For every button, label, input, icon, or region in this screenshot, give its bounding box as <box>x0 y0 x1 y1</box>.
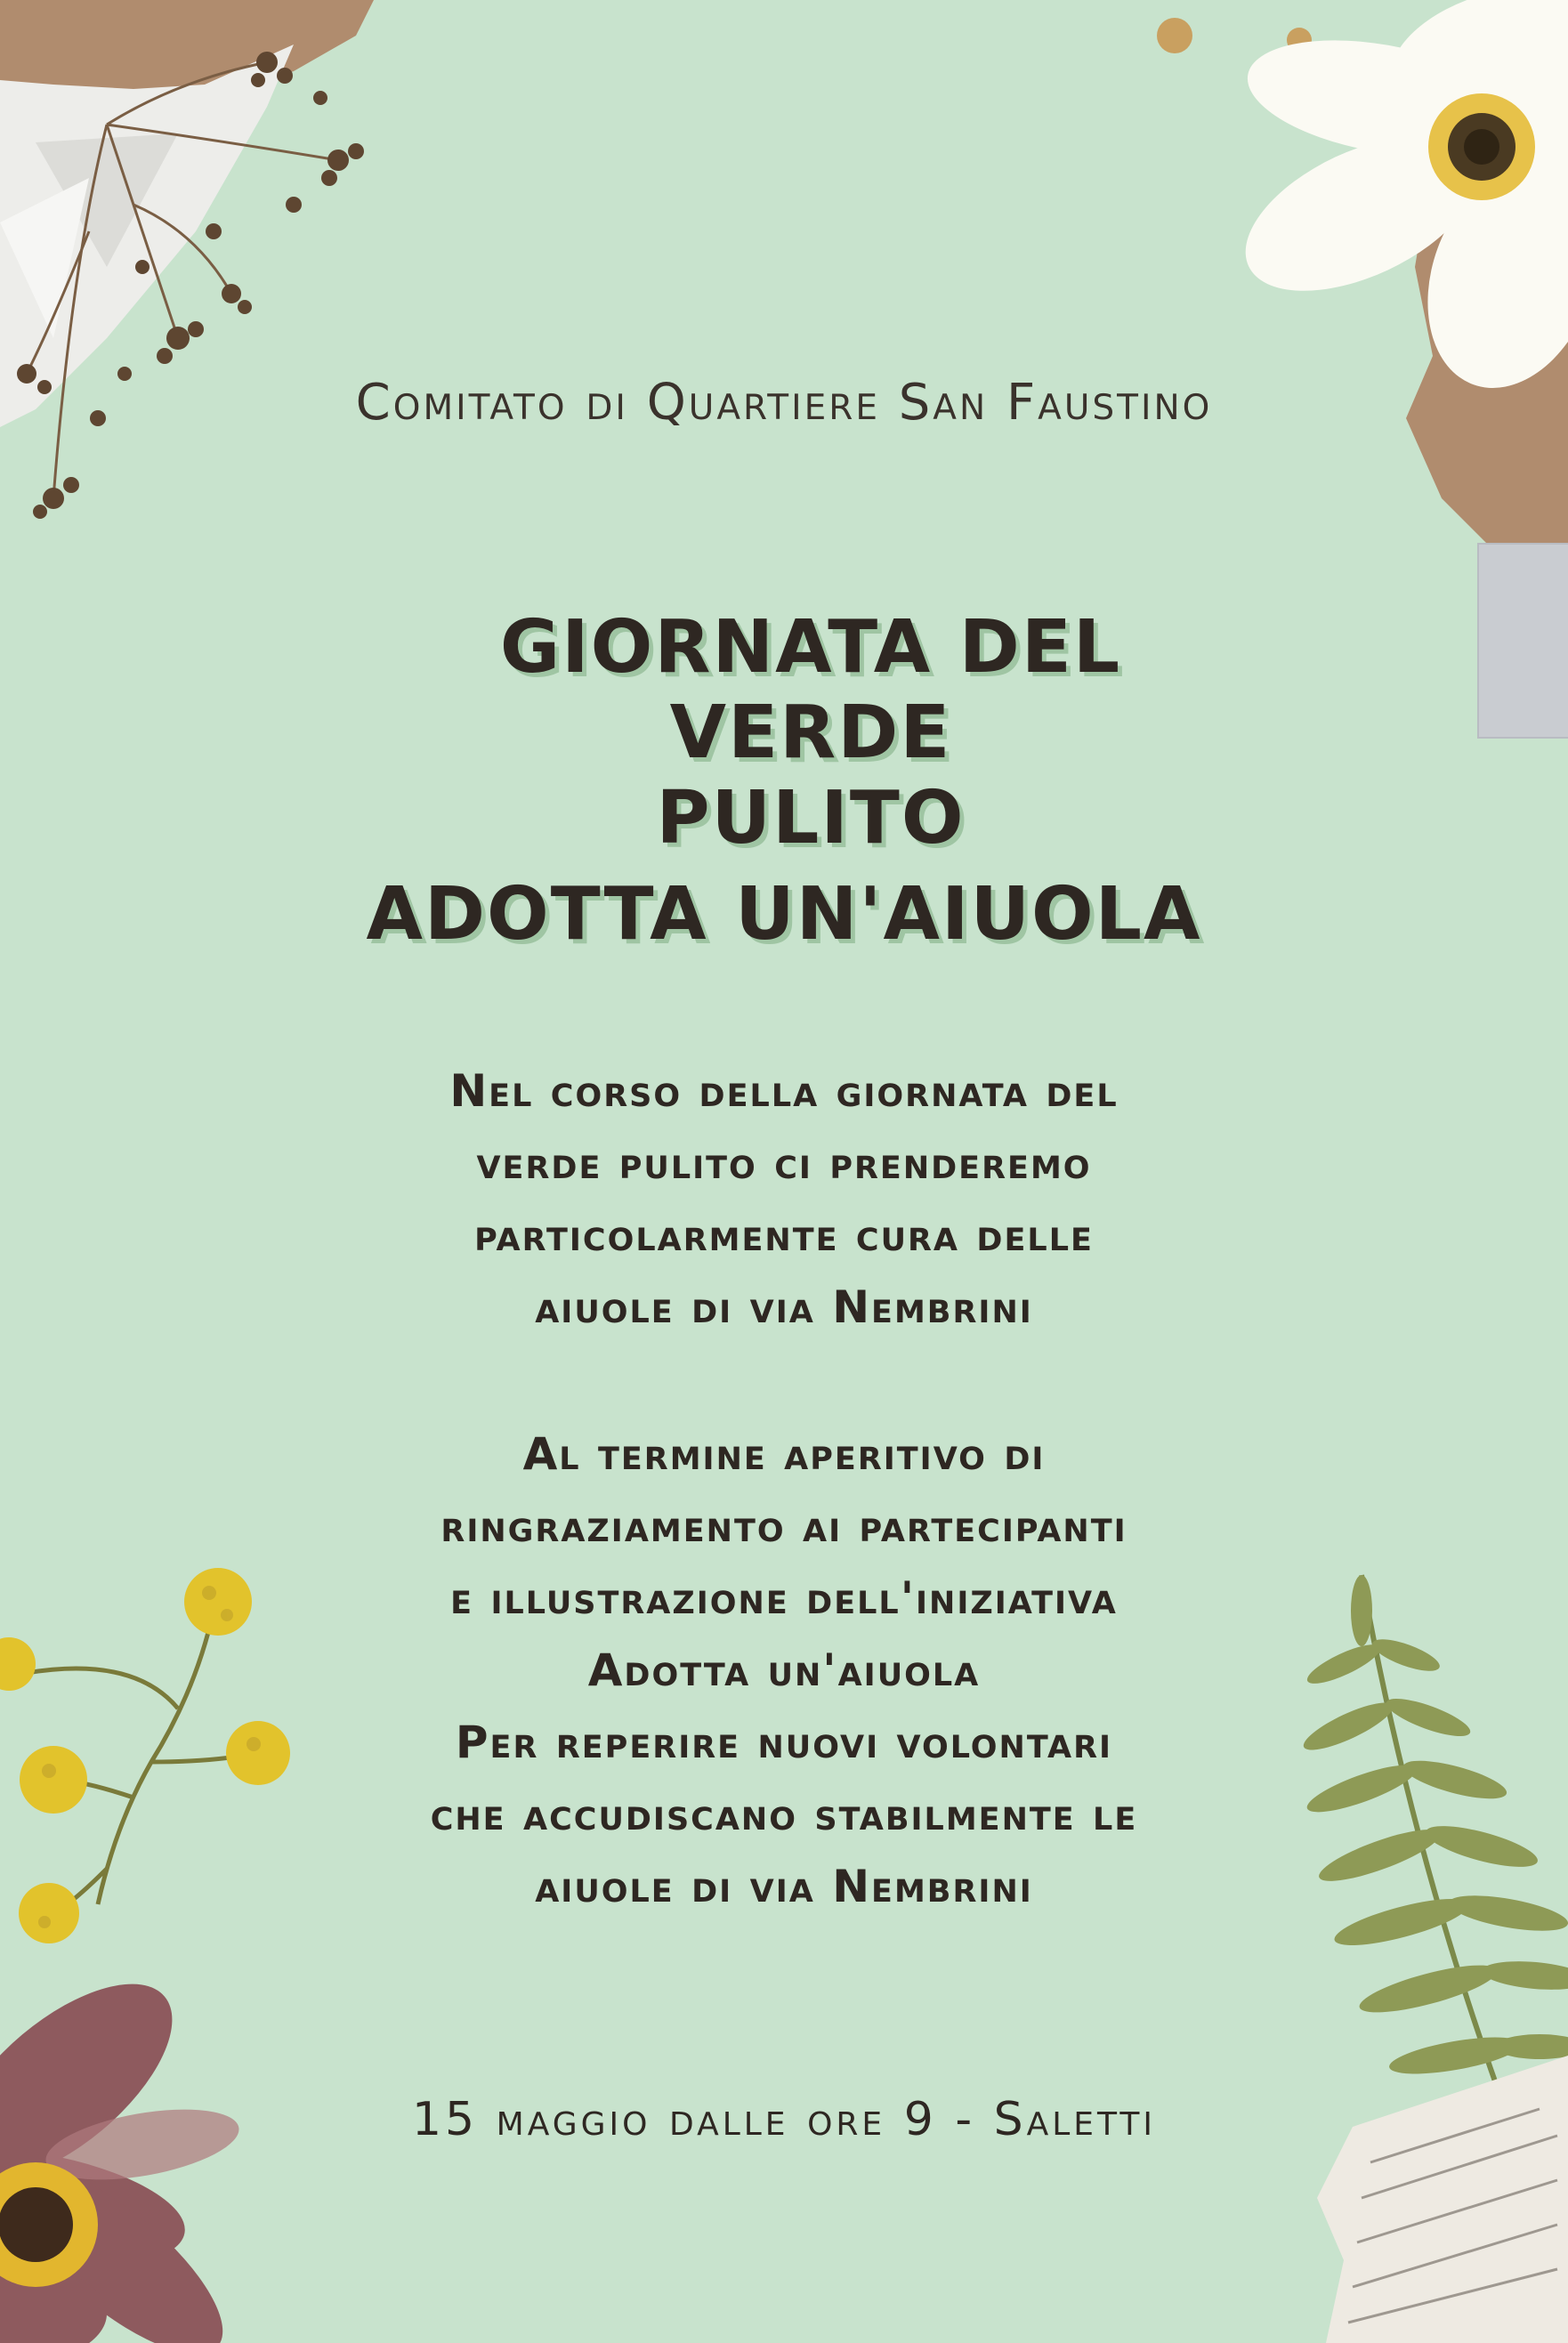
paragraph-line: Nel corso della giornata del <box>449 1065 1119 1117</box>
description-paragraph-1 <box>0 1055 1568 1344</box>
paragraph-line: che accudiscano stabilmente le <box>430 1789 1138 1840</box>
paragraph-line: Al termine aperitivo di <box>522 1428 1046 1480</box>
paragraph-line: aiuole di via Nembrini <box>535 1281 1033 1333</box>
organizer-name: Comitato di Quartiere San Faustino <box>355 374 1213 432</box>
event-title-line: GIORNATA DEL VERDE <box>499 605 1122 775</box>
paragraph-line: Adotta un'aiuola <box>587 1644 981 1696</box>
paragraph-line: aiuole di via Nembrini <box>535 1861 1033 1912</box>
top-left-dried-flowers-decoration <box>0 0 445 534</box>
event-subtitle: ADOTTA UN'AIUOLA <box>366 872 1202 957</box>
paragraph-line: e illustrazione dell'iniziativa <box>450 1572 1118 1624</box>
event-title-line: PULITO <box>656 776 966 860</box>
paragraph-line: particolarmente cura delle <box>474 1209 1094 1261</box>
description-paragraph-2 <box>0 1418 1568 1923</box>
paragraph-line: Per reperire nuovi volontari <box>455 1717 1113 1768</box>
event-date-location: 15 maggio dalle ore 9 - Saletti <box>411 2093 1157 2146</box>
event-title <box>384 605 1238 861</box>
paragraph-line: verde pulito ci prenderemo <box>476 1137 1092 1189</box>
paragraph-line: ringraziamento ai partecipanti <box>440 1500 1128 1552</box>
